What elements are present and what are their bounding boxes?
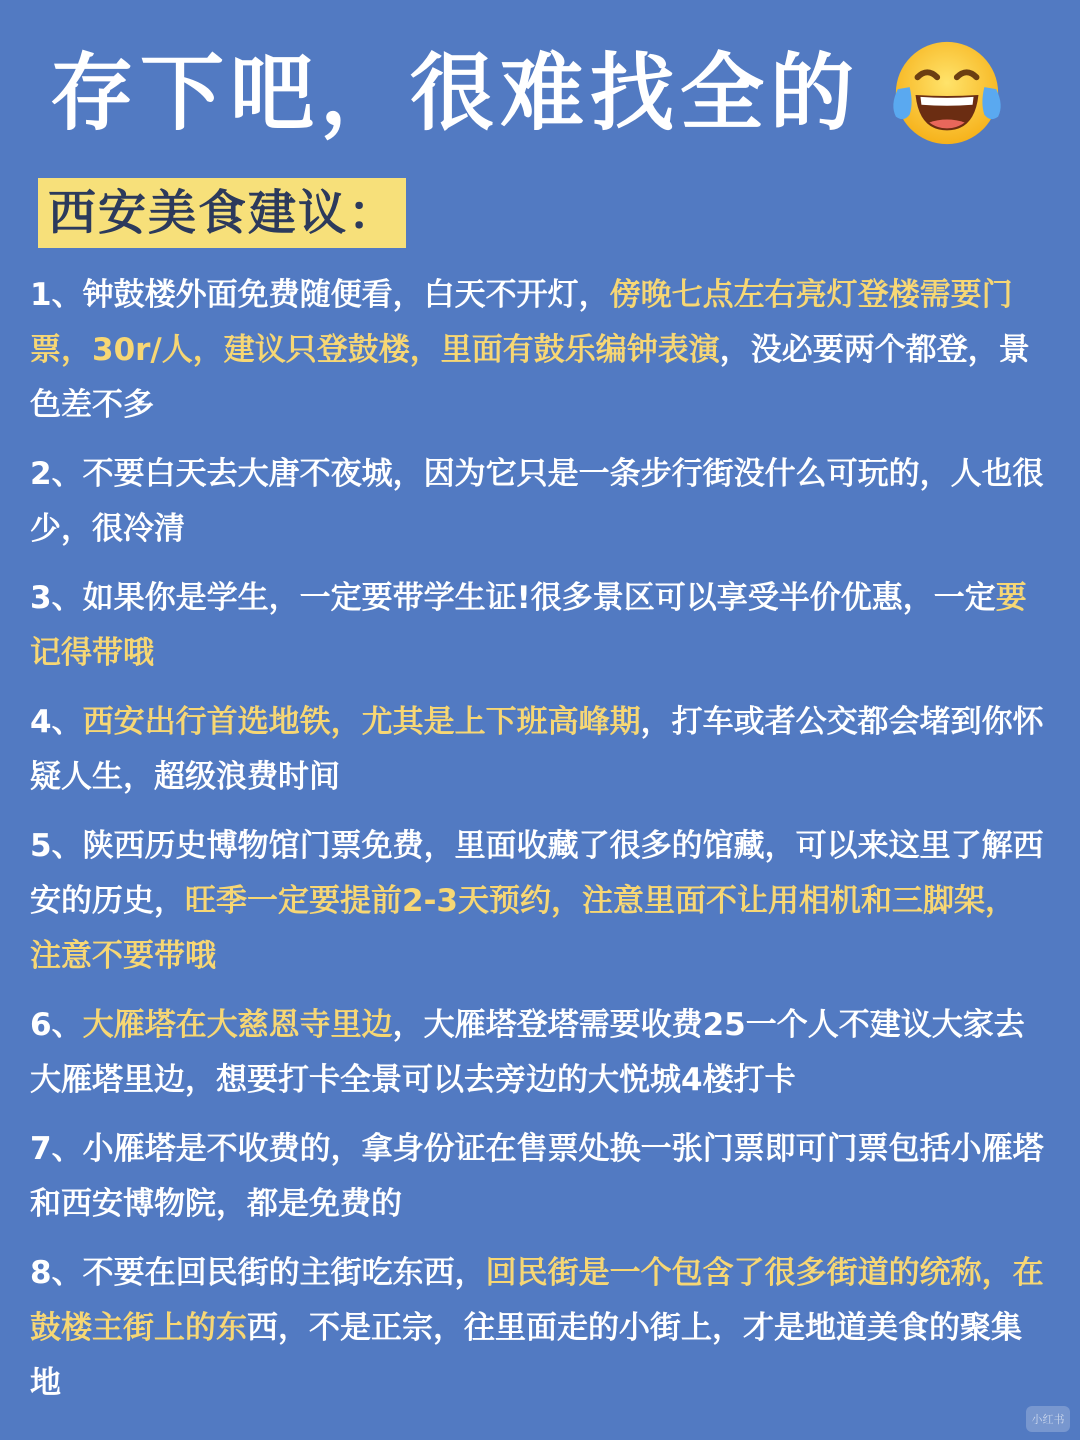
tip-item [30,695,1046,805]
watermark-text: 小红书 [1031,1413,1065,1426]
tip-text: ，大雁塔登塔需要收费25一个人不建议大家去大雁塔里边，想要打卡全景可以去旁边的大悦城4楼打卡 [30,1007,1025,1098]
tip-highlight: 傍晚七点左右亮灯登楼需要门票，30r/人，建议只登鼓楼，里面有鼓乐编钟表演 [30,277,1013,368]
tip-text: ，打车或者公交都会堵到你怀疑人生，超级浪费时间 [30,704,1044,795]
tip-text: 西，不是正宗，往里面走的小街上，才是地道美食的聚集地 [30,1310,1022,1401]
tip-text: 4、 [30,704,83,740]
tip-highlight: 要记得带哦 [30,580,1027,671]
tip-highlight: 回民街是一个包含了很多街道的统称，在鼓楼主街上的东 [30,1255,1044,1346]
tip-item [30,1122,1046,1232]
tip-text: 3、如果你是学生，一定要带学生证!很多景区可以享受半价优惠，一定 [30,580,996,616]
tip-text: 6、 [30,1007,83,1043]
tip-item [30,1246,1046,1411]
section-label [38,178,406,248]
section-label-text: 西安美食建议： [48,185,399,241]
tip-highlight: 旺季一定要提前2-3天预约，注意里面不让用相机和三脚架，注意不要带哦 [30,883,1017,974]
tip-highlight: 西安出行首选地铁，尤其是上下班高峰期 [82,704,641,740]
tears-of-joy-emoji-icon [888,34,1006,152]
tip-text: ，没必要两个都登，景色差不多 [30,332,1030,423]
tip-item [30,571,1046,681]
tip-item [30,268,1046,433]
tips-list [30,268,1046,1425]
tip-text: 2、不要白天去大唐不夜城，因为它只是一条步行街没什么可玩的，人也很少，很冷清 [30,456,1044,547]
title-row [50,28,1050,158]
tip-highlight: 大雁塔在大慈恩寺里边 [82,1007,393,1043]
tip-item [30,447,1046,557]
tip-text: 5、陕西历史博物馆门票免费，里面收藏了很多的馆藏，可以来这里了解西安的历史， [30,828,1044,919]
tip-text: 7、小雁塔是不收费的，拿身份证在售票处换一张门票即可门票包括小雁塔和西安博物院，都是免费的 [30,1131,1044,1222]
tip-item [30,998,1046,1108]
tip-text: 8、不要在回民街的主街吃东西， [30,1255,486,1291]
watermark-logo [1026,1406,1070,1432]
tip-item [30,819,1046,984]
page-title: 存下吧，很难找全的 [50,44,861,142]
tip-text: 1、钟鼓楼外面免费随便看，白天不开灯， [30,277,610,313]
